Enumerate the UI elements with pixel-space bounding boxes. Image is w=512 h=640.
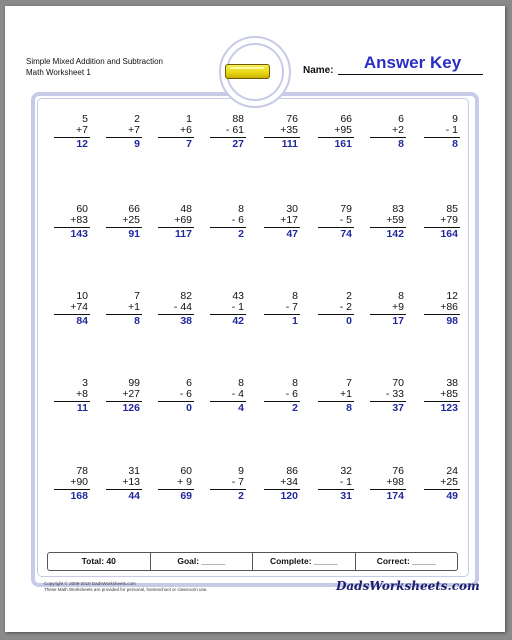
problem-answer: 161: [334, 138, 352, 150]
problem-top-operand: 10: [76, 290, 88, 302]
problem-top-operand: 6: [186, 377, 192, 389]
problem-top-operand: 78: [76, 465, 88, 477]
problem-top-operand: 24: [446, 465, 458, 477]
copyright-notice: [44, 581, 208, 593]
problem-top-operand: 9: [238, 465, 244, 477]
problem-answer: 31: [340, 490, 352, 502]
problem-bottom-operand: - 1: [231, 301, 244, 313]
problem-answer: 8: [398, 138, 404, 150]
problem-top-operand: 5: [82, 113, 88, 125]
problem-top-operand: 76: [392, 465, 404, 477]
problem: [106, 114, 142, 150]
name-label: Name:: [303, 65, 334, 76]
problem: [370, 114, 406, 150]
problem-answer: 164: [440, 228, 458, 240]
problem-answer: 120: [280, 490, 298, 502]
problem-answer: 126: [122, 402, 140, 414]
problem: [424, 291, 460, 327]
worksheet-title: [26, 56, 216, 78]
correct-cell: Correct: _____: [376, 556, 436, 566]
problem-bottom-operand: +69: [174, 214, 192, 226]
complete-cell: Complete: _____: [253, 553, 356, 570]
problem-top-operand: 38: [446, 377, 458, 389]
problem-top-operand: 60: [76, 203, 88, 215]
problem-answer: 143: [70, 228, 88, 240]
problem: [264, 114, 300, 150]
problem: [54, 204, 90, 240]
pencil-icon: [225, 64, 270, 79]
problem-bottom-operand: - 7: [285, 301, 298, 313]
problem-answer: 12: [76, 138, 88, 150]
problem: [370, 204, 406, 240]
problem-bottom-operand: +7: [128, 124, 140, 136]
problem-bottom-operand: - 61: [225, 124, 244, 136]
problem-bottom-operand: - 2: [339, 301, 352, 313]
brand-logo: DadsWorksheets.com: [336, 579, 480, 593]
problem-answer: 2: [292, 402, 298, 414]
problem-bottom-operand: +17: [280, 214, 298, 226]
copyright-line-1: Copyright © 2008-2018 DadsWorksheets.com: [44, 581, 136, 586]
problem: [424, 114, 460, 150]
problem: [370, 291, 406, 327]
problem-answer: 27: [232, 138, 244, 150]
problem-bottom-operand: +35: [280, 124, 298, 136]
problem-bottom-operand: +98: [386, 476, 404, 488]
problem: [370, 466, 406, 502]
problem-bottom-operand: +9: [392, 301, 404, 313]
problem-answer: 8: [452, 138, 458, 150]
problem: [424, 466, 460, 502]
problem-top-operand: 85: [446, 203, 458, 215]
problem-answer: 11: [76, 402, 88, 414]
problem-answer: 38: [180, 315, 192, 327]
problem-top-operand: 7: [134, 290, 140, 302]
problem-top-operand: 76: [286, 113, 298, 125]
problem-answer: 74: [340, 228, 352, 240]
problem: [54, 291, 90, 327]
problem-bottom-operand: - 4: [231, 388, 244, 400]
problem-bottom-operand: - 6: [179, 388, 192, 400]
problem: [210, 204, 246, 240]
problem-bottom-operand: +7: [76, 124, 88, 136]
problem-bottom-operand: +74: [70, 301, 88, 313]
problem-answer: 49: [446, 490, 458, 502]
problem-top-operand: 66: [340, 113, 352, 125]
title-line-2: Math Worksheet 1: [26, 68, 91, 77]
problem: [370, 378, 406, 414]
problem-top-operand: 83: [392, 203, 404, 215]
problem-bottom-operand: +85: [440, 388, 458, 400]
problem-top-operand: 8: [238, 203, 244, 215]
total-cell: Total: 40: [48, 553, 151, 570]
problem-bottom-operand: +25: [440, 476, 458, 488]
problem: [106, 291, 142, 327]
problem-answer: 142: [386, 228, 404, 240]
problem: [318, 378, 354, 414]
problem: [210, 114, 246, 150]
problem: [210, 291, 246, 327]
problem-top-operand: 88: [232, 113, 244, 125]
problem-answer: 174: [386, 490, 404, 502]
problem-answer: 7: [186, 138, 192, 150]
problem-answer: 1: [292, 315, 298, 327]
problem: [158, 114, 194, 150]
problem: [264, 291, 300, 327]
problem-answer: 111: [281, 138, 298, 150]
problem-bottom-operand: - 44: [173, 301, 192, 313]
problem-bottom-operand: +95: [334, 124, 352, 136]
problem-bottom-operand: +13: [122, 476, 140, 488]
problem-bottom-operand: +8: [76, 388, 88, 400]
answer-key-label: Answer Key: [363, 53, 462, 72]
problem-bottom-operand: +83: [70, 214, 88, 226]
problem: [106, 204, 142, 240]
problem: [424, 204, 460, 240]
problem-answer: 117: [175, 228, 192, 240]
problem-answer: 2: [238, 490, 244, 502]
problem-bottom-operand: - 1: [339, 476, 352, 488]
problem-answer: 17: [392, 315, 404, 327]
title-line-1: Simple Mixed Addition and Subtraction: [26, 57, 163, 66]
problem-answer: 8: [346, 402, 352, 414]
problem-top-operand: 82: [180, 290, 192, 302]
problem-bottom-operand: - 33: [385, 388, 404, 400]
problem: [158, 466, 194, 502]
problem-top-operand: 66: [128, 203, 140, 215]
problem-bottom-operand: +1: [340, 388, 352, 400]
problem-answer: 0: [186, 402, 192, 414]
problem-answer: 9: [134, 138, 140, 150]
problem-top-operand: 2: [346, 290, 352, 302]
problems-grid: [40, 114, 464, 524]
problem-top-operand: 8: [238, 377, 244, 389]
problem-bottom-operand: + 9: [177, 476, 192, 488]
problem: [106, 466, 142, 502]
problem: [54, 114, 90, 150]
problem-bottom-operand: - 7: [231, 476, 244, 488]
problem-bottom-operand: +25: [122, 214, 140, 226]
problem-bottom-operand: +59: [386, 214, 404, 226]
problem: [318, 466, 354, 502]
problem-answer: 37: [392, 402, 404, 414]
problem: [158, 204, 194, 240]
problem: [318, 204, 354, 240]
problem-answer: 84: [76, 315, 88, 327]
problem-top-operand: 12: [446, 290, 458, 302]
problem-bottom-operand: - 6: [231, 214, 244, 226]
problem: [264, 378, 300, 414]
problem: [210, 378, 246, 414]
name-line: [338, 74, 483, 75]
problem-top-operand: 30: [286, 203, 298, 215]
problem-bottom-operand: - 6: [285, 388, 298, 400]
problem: [264, 204, 300, 240]
problem: [264, 466, 300, 502]
problem: [54, 466, 90, 502]
problem-answer: 91: [128, 228, 140, 240]
problem-answer: 44: [128, 490, 140, 502]
problem-top-operand: 3: [82, 377, 88, 389]
problem-top-operand: 32: [340, 465, 352, 477]
score-bar: [47, 552, 458, 571]
problem-answer: 47: [286, 228, 298, 240]
problem: [158, 378, 194, 414]
problem-top-operand: 60: [180, 465, 192, 477]
problem: [54, 378, 90, 414]
problem-top-operand: 8: [292, 377, 298, 389]
problem-bottom-operand: - 1: [445, 124, 458, 136]
problem-bottom-operand: +79: [440, 214, 458, 226]
problem-answer: 4: [238, 402, 244, 414]
problem: [318, 114, 354, 150]
problem-bottom-operand: +90: [70, 476, 88, 488]
problem-top-operand: 79: [340, 203, 352, 215]
problem-answer: 2: [238, 228, 244, 240]
problem-answer: 98: [446, 315, 458, 327]
problem-top-operand: 99: [128, 377, 140, 389]
problem: [424, 378, 460, 414]
problem-top-operand: 70: [392, 377, 404, 389]
problem-top-operand: 6: [398, 113, 404, 125]
problem-bottom-operand: +86: [440, 301, 458, 313]
problem: [318, 291, 354, 327]
problem-bottom-operand: +34: [280, 476, 298, 488]
problem-top-operand: 9: [452, 113, 458, 125]
problem-top-operand: 43: [232, 290, 244, 302]
problem-top-operand: 8: [398, 290, 404, 302]
problem: [106, 378, 142, 414]
problem-bottom-operand: +6: [180, 124, 192, 136]
problem-bottom-operand: +1: [128, 301, 140, 313]
problem-bottom-operand: +27: [122, 388, 140, 400]
problem-top-operand: 2: [134, 113, 140, 125]
problem-answer: 168: [70, 490, 88, 502]
problem-answer: 0: [346, 315, 352, 327]
copyright-line-2: These Math Worksheets are provided for personal, homeschool or classroom use.: [44, 587, 208, 592]
problem-top-operand: 8: [292, 290, 298, 302]
problem-bottom-operand: +2: [392, 124, 404, 136]
problem-top-operand: 7: [346, 377, 352, 389]
problem-answer: 69: [180, 490, 192, 502]
problem-answer: 123: [440, 402, 458, 414]
problem: [210, 466, 246, 502]
problem-answer: 42: [232, 315, 244, 327]
problem-top-operand: 1: [186, 113, 192, 125]
problem-top-operand: 31: [128, 465, 140, 477]
problem-bottom-operand: - 5: [339, 214, 352, 226]
goal-cell: Goal: _____: [151, 553, 254, 570]
problem-top-operand: 48: [180, 203, 192, 215]
problem-top-operand: 86: [286, 465, 298, 477]
problem-answer: 8: [134, 315, 140, 327]
problem: [158, 291, 194, 327]
